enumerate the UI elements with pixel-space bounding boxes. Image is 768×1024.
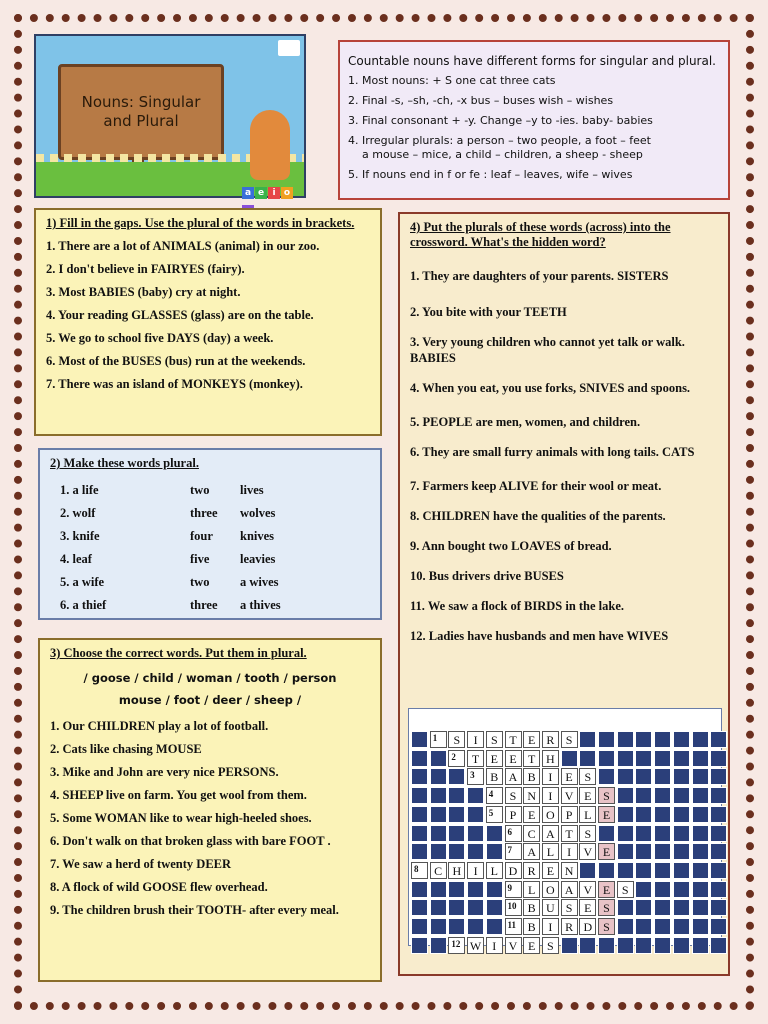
crossword-cell bbox=[710, 806, 727, 823]
crossword-cell bbox=[692, 806, 709, 823]
crossword-cell bbox=[635, 731, 652, 748]
crossword-cell bbox=[411, 731, 428, 748]
crossword-cell bbox=[692, 768, 709, 785]
crossword-cell bbox=[710, 731, 727, 748]
crossword-cell bbox=[579, 862, 596, 879]
crossword-cell: E bbox=[598, 881, 615, 898]
crossword-cell bbox=[692, 750, 709, 767]
crossword-cell bbox=[654, 825, 671, 842]
crossword-cell: E bbox=[561, 768, 578, 785]
crossword-cell bbox=[598, 731, 615, 748]
crossword-cell bbox=[467, 881, 484, 898]
crossword-cell: L bbox=[523, 881, 540, 898]
crossword-cell: 5 bbox=[486, 806, 503, 823]
crossword-cell: E bbox=[505, 750, 522, 767]
crossword-cell bbox=[692, 937, 709, 954]
crossword-cell bbox=[617, 806, 634, 823]
crossword-cell: E bbox=[579, 787, 596, 804]
crossword-cell bbox=[673, 806, 690, 823]
crossword-cell: I bbox=[467, 862, 484, 879]
list-item: 8. CHILDREN have the qualities of the parents. bbox=[410, 509, 666, 523]
crossword-cell: S bbox=[617, 881, 634, 898]
crossword-cell bbox=[467, 787, 484, 804]
crossword-cell bbox=[617, 918, 634, 935]
crossword-cell bbox=[673, 862, 690, 879]
list-item: 6. They are small furry animals with long tails. CATS bbox=[410, 445, 695, 459]
list-item: 7. There was an island of MONKEYS (monkey). bbox=[46, 377, 303, 391]
crossword-cell: 12 bbox=[448, 937, 465, 954]
crossword-cell: 4 bbox=[486, 787, 503, 804]
crossword-cell bbox=[635, 881, 652, 898]
list-item: 9. The children brush their TOOTH- after every meal. bbox=[50, 903, 339, 917]
crossword-cell: L bbox=[579, 806, 596, 823]
crossword-cell bbox=[411, 806, 428, 823]
crossword-cell: N bbox=[523, 787, 540, 804]
crossword-cell bbox=[598, 825, 615, 842]
crossword-cell bbox=[448, 787, 465, 804]
crossword-cell: 2 bbox=[448, 750, 465, 767]
crossword-cell bbox=[710, 881, 727, 898]
crossword-cell bbox=[692, 825, 709, 842]
crossword-cell bbox=[579, 750, 596, 767]
crossword-cell: H bbox=[542, 750, 559, 767]
crossword-cell bbox=[710, 899, 727, 916]
exercise-1 bbox=[34, 208, 382, 436]
crossword-cell bbox=[673, 881, 690, 898]
crossword-cell bbox=[617, 899, 634, 916]
crossword-cell: 9 bbox=[505, 881, 522, 898]
poster-image bbox=[34, 34, 306, 198]
crossword-cell: 7 bbox=[505, 843, 522, 860]
list-item: 5. We go to school five DAYS (day) a week. bbox=[46, 331, 274, 345]
crossword-cell bbox=[673, 750, 690, 767]
crossword-cell: S bbox=[486, 731, 503, 748]
crossword-cell: R bbox=[523, 862, 540, 879]
crossword-cell: I bbox=[542, 918, 559, 935]
crossword-cell bbox=[430, 843, 447, 860]
crossword-cell bbox=[617, 862, 634, 879]
crossword-cell bbox=[654, 806, 671, 823]
crossword-cell: B bbox=[523, 918, 540, 935]
crossword-cell: U bbox=[542, 899, 559, 916]
table-row: 5. a wife two a wives bbox=[60, 575, 279, 589]
list-item: 3. Very young children who cannot yet talk or walk. BABIES bbox=[410, 335, 685, 365]
crossword-cell bbox=[561, 750, 578, 767]
crossword-cell bbox=[635, 843, 652, 860]
crossword-cell: S bbox=[448, 731, 465, 748]
table-row: 6. a thief three a thives bbox=[60, 598, 281, 612]
crossword-cell: E bbox=[523, 806, 540, 823]
crossword-cell bbox=[467, 806, 484, 823]
crossword-cell bbox=[486, 881, 503, 898]
crossword-cell bbox=[448, 843, 465, 860]
crossword-cell bbox=[673, 787, 690, 804]
crossword-cell bbox=[598, 750, 615, 767]
crossword-cell: O bbox=[542, 806, 559, 823]
list-item: 1. They are daughters of your parents. SISTERS bbox=[410, 269, 669, 283]
crossword-cell bbox=[448, 899, 465, 916]
logo-icon bbox=[278, 40, 300, 56]
crossword-cell bbox=[710, 862, 727, 879]
crossword-cell bbox=[411, 881, 428, 898]
crossword-cell bbox=[673, 731, 690, 748]
list-item: 4. Your reading GLASSES (glass) are on the table. bbox=[46, 308, 314, 322]
crossword-cell: V bbox=[505, 937, 522, 954]
crossword-cell bbox=[654, 899, 671, 916]
crossword-cell: I bbox=[467, 731, 484, 748]
list-item: 12. Ladies have husbands and men have WIVES bbox=[410, 629, 669, 643]
crossword-cell: A bbox=[561, 881, 578, 898]
crossword-cell: L bbox=[542, 843, 559, 860]
table-row: 3. knife four knives bbox=[60, 529, 275, 543]
crossword-cell: 3 bbox=[467, 768, 484, 785]
crossword-cell bbox=[448, 881, 465, 898]
crossword-cell bbox=[430, 937, 447, 954]
list-item: 7. Farmers keep ALIVE for their wool or meat. bbox=[410, 479, 662, 493]
crossword-cell: T bbox=[505, 731, 522, 748]
crossword-cell bbox=[448, 918, 465, 935]
crossword-cell bbox=[692, 862, 709, 879]
crossword-cell: O bbox=[542, 881, 559, 898]
crossword bbox=[408, 708, 722, 953]
crossword-cell bbox=[598, 862, 615, 879]
crossword-cell: S bbox=[579, 768, 596, 785]
crossword-cell bbox=[710, 843, 727, 860]
crossword-cell bbox=[710, 768, 727, 785]
crossword-cell bbox=[635, 768, 652, 785]
crossword-cell: S bbox=[561, 731, 578, 748]
crossword-cell bbox=[654, 881, 671, 898]
crossword-cell: C bbox=[523, 825, 540, 842]
crossword-cell bbox=[598, 937, 615, 954]
crossword-cell: E bbox=[523, 937, 540, 954]
exercise-3-header: 3) Choose the correct words. Put them in plural. bbox=[50, 646, 307, 660]
crossword-cell bbox=[692, 787, 709, 804]
crossword-cell bbox=[635, 918, 652, 935]
list-item: 2. I don't believe in FAIRYES (fairy). bbox=[46, 262, 245, 276]
crossword-cell: S bbox=[561, 899, 578, 916]
crossword-cell: S bbox=[598, 899, 615, 916]
crossword-cell bbox=[448, 806, 465, 823]
crossword-cell bbox=[635, 937, 652, 954]
list-item: 2. You bite with your TEETH bbox=[410, 305, 567, 319]
list-item: 3. Most BABIES (baby) cry at night. bbox=[46, 285, 241, 299]
crossword-cell: S bbox=[598, 918, 615, 935]
rule-1: 1. Most nouns: + S one cat three cats bbox=[348, 74, 556, 87]
rule-2: 2. Final -s, –sh, -ch, -x bus – buses wish – wishes bbox=[348, 94, 614, 107]
poster-title: Nouns: Singular and Plural bbox=[58, 64, 224, 160]
crossword-cell: 1 bbox=[430, 731, 447, 748]
crossword-cell bbox=[486, 843, 503, 860]
crossword-cell bbox=[654, 918, 671, 935]
crossword-cell bbox=[710, 937, 727, 954]
crossword-cell: 10 bbox=[505, 899, 522, 916]
crossword-cell: 8 bbox=[411, 862, 428, 879]
table-row: 2. wolf three wolves bbox=[60, 506, 276, 520]
crossword-cell: T bbox=[523, 750, 540, 767]
crossword-cell: B bbox=[523, 899, 540, 916]
list-item: 4. When you eat, you use forks, SNIVES and spoons. bbox=[410, 381, 691, 395]
crossword-cell: N bbox=[561, 862, 578, 879]
crossword-cell bbox=[467, 843, 484, 860]
list-item: 3. Mike and John are very nice PERSONS. bbox=[50, 765, 279, 779]
crossword-cell bbox=[673, 899, 690, 916]
crossword-cell bbox=[673, 937, 690, 954]
crossword-cell: A bbox=[542, 825, 559, 842]
crossword-cell: T bbox=[561, 825, 578, 842]
crossword-cell bbox=[710, 750, 727, 767]
crossword-cell: S bbox=[598, 787, 615, 804]
vowel-blocks: a e i o bbox=[242, 182, 302, 196]
crossword-cell: E bbox=[486, 750, 503, 767]
crossword-cell bbox=[617, 750, 634, 767]
crossword-cell bbox=[486, 899, 503, 916]
crossword-cell bbox=[692, 843, 709, 860]
crossword-cell bbox=[467, 899, 484, 916]
exercise-4-header: 4) Put the plurals of these words (across) into the crossword. What's the hidden word? bbox=[410, 220, 671, 249]
crossword-cell: D bbox=[505, 862, 522, 879]
crossword-cell bbox=[411, 899, 428, 916]
crossword-cell: H bbox=[448, 862, 465, 879]
list-item: 11. We saw a flock of BIRDS in the lake. bbox=[410, 599, 625, 613]
crossword-cell bbox=[673, 843, 690, 860]
list-item: 5. PEOPLE are men, women, and children. bbox=[410, 415, 641, 429]
crossword-cell bbox=[710, 918, 727, 935]
plural-table bbox=[50, 479, 370, 617]
crossword-cell bbox=[411, 768, 428, 785]
crossword-cell: R bbox=[561, 918, 578, 935]
crossword-cell: V bbox=[579, 881, 596, 898]
crossword-cell bbox=[430, 918, 447, 935]
crossword-cell: B bbox=[486, 768, 503, 785]
crossword-cell bbox=[635, 825, 652, 842]
list-item: 10. Bus drivers drive BUSES bbox=[410, 569, 564, 583]
crossword-cell bbox=[692, 918, 709, 935]
list-item: 6. Most of the BUSES (bus) run at the weekends. bbox=[46, 354, 306, 368]
table-row: 4. leaf five leavies bbox=[60, 552, 276, 566]
crossword-cell bbox=[710, 787, 727, 804]
crossword-cell: V bbox=[561, 787, 578, 804]
crossword-cell bbox=[617, 787, 634, 804]
crossword-cell bbox=[467, 825, 484, 842]
list-item: 6. Don't walk on that broken glass with bare FOOT . bbox=[50, 834, 331, 848]
crossword-cell: I bbox=[542, 787, 559, 804]
crossword-cell: S bbox=[505, 787, 522, 804]
crossword-cell bbox=[654, 862, 671, 879]
word-bank: / goose / child / woman / tooth / person mouse / foot / deer / sheep / bbox=[83, 671, 337, 707]
list-item: 4. SHEEP live on farm. You get wool from them. bbox=[50, 788, 307, 802]
rule-3: 3. Final consonant + -y. Change –y to -ies. baby- babies bbox=[348, 114, 653, 127]
crossword-cell bbox=[448, 768, 465, 785]
crossword-cell bbox=[635, 750, 652, 767]
crossword-cell: A bbox=[523, 843, 540, 860]
crossword-cell bbox=[673, 918, 690, 935]
crossword-cell bbox=[654, 750, 671, 767]
crossword-cell: E bbox=[598, 806, 615, 823]
crossword-cell bbox=[430, 750, 447, 767]
crossword-cell: B bbox=[523, 768, 540, 785]
exercise-3 bbox=[38, 638, 382, 982]
crossword-cell bbox=[710, 825, 727, 842]
crossword-cell bbox=[654, 843, 671, 860]
crossword-cell bbox=[430, 787, 447, 804]
crossword-cell: P bbox=[561, 806, 578, 823]
crossword-cell bbox=[411, 918, 428, 935]
crossword-cell: E bbox=[598, 843, 615, 860]
crossword-cell bbox=[673, 825, 690, 842]
crossword-cell bbox=[411, 750, 428, 767]
crossword-cell bbox=[430, 768, 447, 785]
crossword-cell bbox=[617, 768, 634, 785]
crossword-cell bbox=[654, 731, 671, 748]
crossword-cell: W bbox=[467, 937, 484, 954]
crossword-cell bbox=[411, 787, 428, 804]
list-item: 8. A flock of wild GOOSE flew overhead. bbox=[50, 880, 268, 894]
crossword-cell bbox=[411, 825, 428, 842]
list-item: 1. Our CHILDREN play a lot of football. bbox=[50, 719, 269, 733]
crossword-cell: R bbox=[542, 731, 559, 748]
crossword-cell: P bbox=[505, 806, 522, 823]
rules-intro: Countable nouns have different forms for singular and plural. bbox=[348, 54, 716, 68]
crossword-cell: E bbox=[523, 731, 540, 748]
crossword-cell bbox=[430, 825, 447, 842]
crossword-cell bbox=[579, 937, 596, 954]
crossword-cell bbox=[635, 806, 652, 823]
crossword-cell bbox=[617, 825, 634, 842]
crossword-cell: S bbox=[542, 937, 559, 954]
list-item: 5. Some WOMAN like to wear high-heeled shoes. bbox=[50, 811, 312, 825]
crossword-cell bbox=[448, 825, 465, 842]
crossword-cell bbox=[411, 937, 428, 954]
crossword-cell bbox=[617, 731, 634, 748]
crossword-cell: C bbox=[430, 862, 447, 879]
crossword-cell bbox=[579, 731, 596, 748]
crossword-cell bbox=[430, 881, 447, 898]
crossword-cell bbox=[654, 768, 671, 785]
crossword-cell bbox=[598, 768, 615, 785]
crossword-cell: I bbox=[542, 768, 559, 785]
crossword-cell: L bbox=[486, 862, 503, 879]
crossword-cell bbox=[654, 787, 671, 804]
crossword-cell bbox=[430, 899, 447, 916]
crossword-cell: 6 bbox=[505, 825, 522, 842]
crossword-cell bbox=[635, 899, 652, 916]
crossword-cell bbox=[692, 731, 709, 748]
exercise-2-header: 2) Make these words plural. bbox=[50, 456, 199, 470]
crossword-cell bbox=[617, 843, 634, 860]
crossword-cell bbox=[654, 937, 671, 954]
rule-4-cont: a mouse – mice, a child – children, a sheep - sheep bbox=[362, 148, 643, 161]
crossword-cell: 11 bbox=[505, 918, 522, 935]
crossword-cell bbox=[411, 843, 428, 860]
rules-box bbox=[338, 40, 730, 200]
rule-4: 4. Irregular plurals: a person – two people, a foot – feet bbox=[348, 134, 651, 147]
crossword-cell bbox=[635, 787, 652, 804]
crossword-cell: V bbox=[579, 843, 596, 860]
crossword-cell bbox=[692, 899, 709, 916]
exercise-1-header: 1) Fill in the gaps. Use the plural of the words in brackets. bbox=[46, 216, 355, 230]
crossword-cell: I bbox=[486, 937, 503, 954]
crossword-cell: D bbox=[579, 918, 596, 935]
crossword-cell: A bbox=[505, 768, 522, 785]
crossword-cell bbox=[617, 937, 634, 954]
crossword-cell: E bbox=[579, 899, 596, 916]
crossword-cell: E bbox=[542, 862, 559, 879]
crossword-cell bbox=[467, 918, 484, 935]
crossword-cell bbox=[430, 806, 447, 823]
crossword-cell bbox=[673, 768, 690, 785]
table-row: 1. a life two lives bbox=[60, 483, 264, 497]
crossword-cell bbox=[692, 881, 709, 898]
crossword-cell: I bbox=[561, 843, 578, 860]
crossword-cell: S bbox=[579, 825, 596, 842]
list-item: 9. Ann bought two LOAVES of bread. bbox=[410, 539, 612, 553]
list-item: 1. There are a lot of ANIMALS (animal) in our zoo. bbox=[46, 239, 320, 253]
crossword-cell bbox=[635, 862, 652, 879]
rule-5: 5. If nouns end in f or fe : leaf – leaves, wife – wives bbox=[348, 168, 633, 181]
list-item: 2. Cats like chasing MOUSE bbox=[50, 742, 202, 756]
list-item: 7. We saw a herd of twenty DEER bbox=[50, 857, 232, 871]
crossword-cell bbox=[486, 825, 503, 842]
crossword-cell bbox=[486, 918, 503, 935]
squirrel-icon bbox=[250, 110, 290, 180]
exercise-2 bbox=[38, 448, 382, 620]
crossword-cell: T bbox=[467, 750, 484, 767]
crossword-cell bbox=[561, 937, 578, 954]
